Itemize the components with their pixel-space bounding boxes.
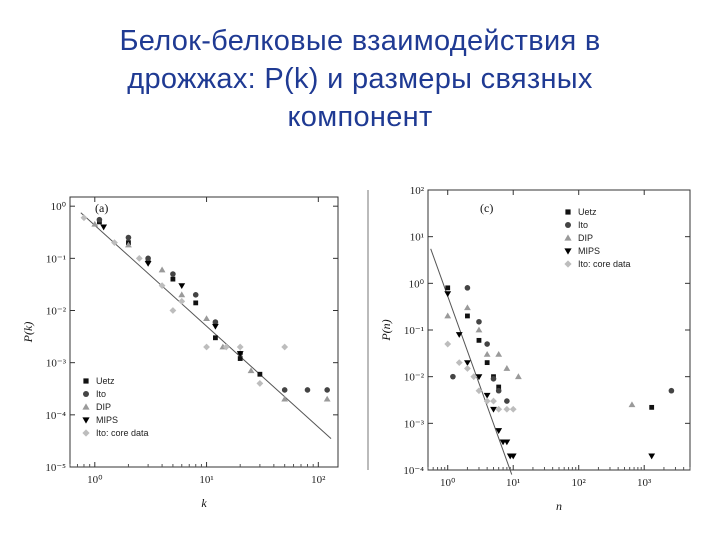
x-tick-label: 10² — [311, 474, 326, 486]
data-point — [477, 338, 482, 343]
legend-label: Ito — [578, 220, 589, 230]
plot-frame — [428, 190, 690, 470]
title-line-2: дрожжах: P(k) и размеры связных — [127, 63, 593, 95]
legend-marker — [82, 417, 89, 423]
data-point — [495, 351, 502, 357]
data-point — [193, 292, 199, 298]
title-line-1: Белок-белковые взаимодействия в — [119, 25, 601, 57]
data-point — [515, 373, 522, 379]
data-point — [504, 398, 510, 404]
data-point — [510, 406, 517, 413]
data-point — [484, 351, 491, 357]
x-tick-label: 10³ — [637, 477, 652, 489]
plot-frame — [70, 197, 338, 467]
y-tick-label: 10⁻³ — [403, 418, 424, 431]
data-point — [476, 327, 483, 333]
data-point — [170, 271, 176, 277]
data-point — [464, 304, 471, 310]
data-point — [203, 344, 210, 351]
data-point — [97, 217, 103, 223]
data-point — [126, 235, 132, 241]
legend-marker — [564, 234, 571, 240]
legend-marker — [564, 248, 571, 254]
data-point — [503, 406, 510, 413]
fit-line — [431, 249, 512, 475]
data-point — [237, 344, 244, 351]
chart-panel-c — [379, 185, 690, 513]
x-tick-label: 10¹ — [199, 474, 214, 486]
data-point — [324, 396, 331, 402]
data-point — [100, 225, 107, 231]
fit-line — [81, 213, 331, 439]
data-point — [324, 387, 330, 393]
data-point — [444, 341, 451, 348]
y-tick-label: 10¹ — [409, 231, 424, 244]
y-axis-label: P(k) — [21, 321, 35, 343]
data-point — [281, 344, 288, 351]
y-tick-label: 10⁻¹ — [403, 325, 424, 337]
chart-panel-a — [21, 197, 338, 510]
data-point — [159, 267, 166, 273]
legend-label: Uetz — [96, 376, 115, 386]
data-point — [490, 398, 497, 405]
panel-label: (a) — [95, 201, 109, 215]
y-tick-label: 10⁻⁴ — [403, 465, 424, 477]
data-point — [178, 298, 185, 305]
data-point — [444, 291, 451, 297]
y-tick-label: 10⁻¹ — [45, 253, 66, 266]
legend-marker — [565, 209, 570, 214]
data-point — [648, 454, 655, 460]
legend-label: DIP — [578, 233, 594, 243]
legend-marker — [83, 391, 89, 397]
y-tick-label: 10⁻³ — [45, 357, 66, 370]
legend-label: Ito: core data — [578, 259, 631, 269]
x-axis-label: k — [201, 496, 207, 510]
y-tick-label: 10⁻² — [45, 305, 66, 318]
data-point — [629, 401, 636, 407]
data-point — [170, 307, 177, 314]
data-point — [445, 285, 450, 290]
data-point — [136, 255, 143, 262]
title-line-3: компонент — [287, 101, 433, 133]
data-point — [465, 285, 471, 291]
legend-marker — [564, 260, 571, 267]
data-point — [476, 387, 483, 394]
data-point — [145, 261, 152, 267]
y-tick-label: 10⁻⁵ — [45, 462, 66, 474]
data-point — [193, 300, 198, 305]
data-point — [203, 315, 210, 321]
legend-label: MIPS — [96, 415, 119, 425]
legend-label: Uetz — [578, 207, 597, 217]
x-tick-label: 10² — [571, 477, 586, 489]
data-point — [496, 388, 502, 394]
data-point — [444, 313, 451, 319]
legend-marker — [565, 222, 571, 228]
data-point — [257, 372, 262, 377]
legend-marker — [82, 403, 89, 409]
data-point — [456, 359, 463, 366]
data-point — [476, 319, 482, 325]
data-point — [305, 387, 311, 393]
data-point — [213, 335, 218, 340]
data-point — [178, 283, 185, 289]
data-point — [145, 256, 151, 262]
data-point — [178, 291, 185, 297]
legend-marker — [82, 429, 89, 436]
data-point — [282, 387, 288, 393]
y-tick-label: 10² — [409, 185, 424, 197]
y-tick-label: 10⁰ — [408, 278, 424, 291]
data-point — [81, 214, 88, 221]
x-tick-label: 10⁰ — [87, 474, 103, 486]
x-tick-label: 10¹ — [506, 477, 521, 489]
data-point — [669, 388, 675, 394]
data-point — [503, 365, 510, 371]
y-tick-label: 10⁻⁴ — [45, 409, 66, 422]
legend-marker — [83, 378, 88, 383]
data-point — [484, 341, 490, 347]
data-point — [464, 365, 471, 372]
x-tick-label: 10⁰ — [440, 477, 456, 489]
data-point — [491, 376, 497, 382]
data-point — [256, 380, 263, 387]
data-point — [485, 360, 490, 365]
y-tick-label: 10⁰ — [50, 201, 66, 214]
legend-label: DIP — [96, 402, 112, 412]
data-point — [450, 374, 456, 380]
data-point — [649, 405, 654, 410]
legend-label: MIPS — [578, 246, 601, 256]
y-tick-label: 10⁻² — [403, 371, 424, 384]
legend-label: Ito: core data — [96, 428, 149, 438]
legend-label: Ito — [96, 389, 107, 399]
x-axis-label: n — [556, 499, 562, 513]
data-point — [171, 277, 176, 282]
panel-label: (c) — [480, 201, 494, 215]
y-axis-label: P(n) — [379, 319, 393, 341]
data-point — [465, 314, 470, 319]
data-point — [212, 324, 219, 330]
